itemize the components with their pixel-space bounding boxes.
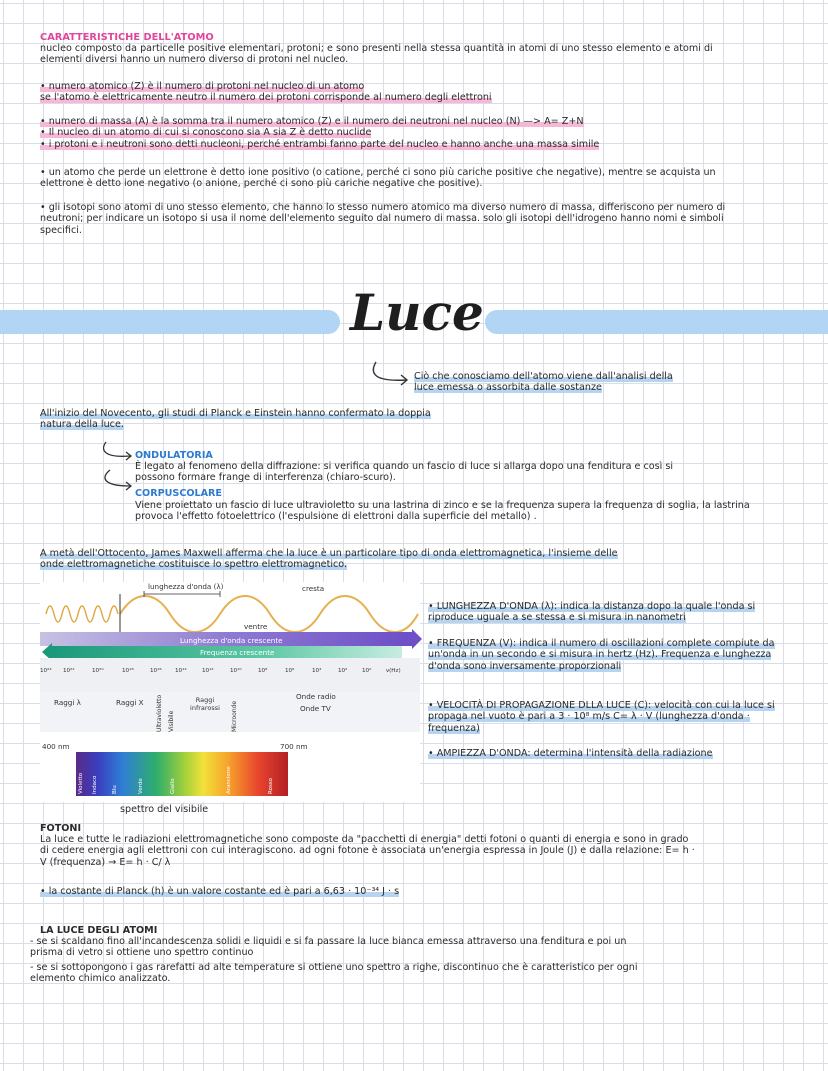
yellow-label: Giallo: [170, 778, 176, 794]
em-spectrum-diagram: [40, 582, 420, 802]
ondulatoria-title: ONDULATORIA: [135, 450, 213, 461]
indigo-label: Indaco: [92, 775, 98, 794]
title-banner-right: [485, 310, 828, 334]
tick-label: 10¹⁴: [175, 668, 187, 674]
luce-intro-text: All'inizio del Novecento, gli studi di Planck e Einstein hanno confermato la doppia natura della luce.: [40, 408, 431, 431]
maxwell-paragraph: [40, 548, 640, 571]
red-label: Rosso: [268, 777, 274, 794]
planck-text: • la costante di Planck (h) è un valore costante ed è pari a 6,63 · 10⁻³⁴ J · s: [40, 886, 400, 897]
400nm-label: 400 nm: [42, 742, 70, 751]
visible-spectrum-bar: [76, 752, 288, 796]
tick-label: 10⁶: [285, 668, 295, 674]
tick-label: 10¹⁰: [230, 668, 242, 674]
violet-label: Violetto: [78, 772, 84, 794]
mass-number-line: • numero di massa (A) è la somma tra il numero atomico (Z) e il numero dei neutroni nel nucleo (N) —> A= Z+N: [40, 116, 584, 127]
visible-spectrum-caption: spettro del visibile: [120, 804, 209, 815]
700nm-label: 700 nm: [280, 742, 308, 751]
maxwell-text: A metà dell'Ottocento, James Maxwell afferma che la luce è un particolare tipo di onda elettromagnetica, l'insieme delle onde elettromagnetiche costituisce lo spettro elettromagnetico.: [40, 548, 618, 571]
atomi-heading: LA LUCE DEGLI ATOMI: [40, 925, 158, 936]
radio-label: Onde radio: [296, 692, 336, 701]
trough-label: ventre: [244, 622, 268, 631]
uv-label: Ultravioletto: [156, 694, 163, 732]
frequency-scale: [40, 658, 420, 692]
def-frequency: [428, 638, 788, 672]
isotope-bullet: • gli isotopi sono atomi di uno stesso elemento, che hanno lo stesso numero atomico ma diverso numero di massa, differiscono per numero di neutroni; per indicare un isotopo si usa il nome dell'elemento seguito dal numero di massa. solo gli isotopi dell'idrogeno hanno nomi e simboli specifici.: [40, 202, 726, 236]
ion-bullet: • un atomo che perde un elettrone è detto ione positivo (o catione, perché ci sono più cariche positive che negative), mentre se acquista un elettrone è detto ione negativo (o anione, perché ci sono più cariche negative che positive).: [40, 167, 716, 190]
frequency-arrow-label: Frequenza crescente: [200, 648, 275, 657]
orange-label: Arancione: [226, 766, 232, 794]
tick-label: 10²⁴: [40, 668, 52, 674]
branch-arrows-icon: [96, 440, 136, 500]
tick-label: 10²²: [63, 668, 75, 674]
tick-label: ν(Hz): [386, 668, 401, 674]
wavelength-label: lunghezza d'onda (λ): [148, 582, 224, 591]
atom-paragraph: nucleo composto da particelle positive elementari, protoni; e sono presenti nella stessa quantità in atomi di uno stesso elemento e atomi di elementi diversi hanno un numero diverso di protoni nel nucleo.: [40, 43, 713, 66]
xray-label: Raggi X: [116, 698, 144, 707]
tick-label: 10¹²: [202, 668, 214, 674]
def-speed-text: • VELOCITÀ DI PROPAGAZIONE DLLA LUCE (C): velocità con cui la luce si propaga nel vuoto è pari a 3 · 10⁸ m/s C= λ · V (lunghezza d'onda · frequenza): [428, 700, 775, 734]
mass-number-bullets: [40, 116, 800, 150]
def-amplitude: [428, 748, 788, 759]
tv-label: Onde TV: [300, 704, 331, 713]
tick-label: 10⁸: [258, 668, 268, 674]
visible-label: Visibile: [168, 710, 175, 732]
tick-label: 10⁴: [312, 668, 322, 674]
atomi-line-2: - se si sottopongono i gas rarefatti ad alte temperature si ottiene uno spettro a righe, discontinuo che è caratteristico per ogni elemento chimico analizzato.: [30, 962, 638, 985]
planck-bullet: [40, 886, 640, 897]
neutral-atom-line: se l'atomo è elettricamente neutro il numero dei protoni corrisponde al numero degli elettroni: [40, 92, 492, 104]
atomi-line-1: - se si scaldano fino all'incandescenza solidi e liquidi e si fa passare la luce bianca emessa attraverso una fenditura e poi un prisma di vetro si ottiene uno spettro continuo: [30, 936, 627, 959]
fotoni-text: La luce e tutte le radiazioni elettromagnetiche sono composte da "pacchetti di energia" detti fotoni o quanti di energia e sono in grado di cedere energia agli elettroni con cui interagiscono. ad ogni fotone è associata un'energia espressa in Joule (J) e dalla relazione: E= h · V (frequenza) → E= h · C/ λ: [40, 834, 695, 868]
blue-label: Blu: [112, 785, 118, 794]
note-arrow-icon: [368, 358, 418, 388]
gamma-label: Raggi λ: [54, 698, 81, 707]
corpuscolare-title: CORPUSCOLARE: [135, 488, 222, 499]
title-banner-left: [0, 310, 340, 334]
wavelength-arrowhead-icon: [412, 629, 422, 649]
fotoni-heading: FOTONI: [40, 823, 82, 834]
luce-note: [414, 371, 684, 394]
corpuscolare-text: Viene proiettato un fascio di luce ultravioletto su una lastrina di zinco e se la frequenza supera la frequenza di soglia, la lastrina provoca l'effetto fotoelettrico (l'espulsione di elettroni dalla superficie del metallo) .: [135, 500, 750, 523]
def-amplitude-text: • AMPIEZZA D'ONDA: determina l'intensità della radiazione: [428, 748, 713, 759]
atomic-number-bullet: [40, 81, 780, 104]
def-speed: [428, 700, 788, 734]
luce-intro: [40, 408, 460, 431]
tick-label: 10¹⁶: [150, 668, 162, 674]
def-wavelength: [428, 601, 788, 624]
crest-label: cresta: [302, 584, 325, 593]
luce-note-text: Ciò che conosciamo dell'atomo viene dall'analisi della luce emessa o assorbita dalle sostanze: [414, 371, 673, 394]
atomic-number-line: • numero atomico (Z) è il numero di protoni nel nucleo di un atomo: [40, 81, 365, 92]
nuclide-line: • Il nucleo di un atomo di cui si conoscono sia A sia Z è detto nuclide: [40, 127, 372, 139]
luce-title: Luce: [350, 283, 484, 342]
nucleons-line: • i protoni e i neutroni sono detti nucleoni, perché entrambi fanno parte del nucleo e hanno anche una massa simile: [40, 138, 600, 150]
green-label: Verde: [138, 778, 144, 794]
microwave-label: Microonde: [231, 700, 238, 732]
atom-heading: CARATTERISTICHE DELL'ATOMO: [40, 32, 214, 43]
infrared-label: Raggi infrarossi: [190, 696, 220, 712]
tick-label: 10¹⁸: [122, 668, 134, 674]
def-wavelength-text: • LUNGHEZZA D'ONDA (λ): indica la distanza dopo la quale l'onda si riproduce uguale a se stessa e si misura in nanometri: [428, 601, 756, 624]
tick-label: 10⁰: [362, 668, 372, 674]
def-frequency-text: • FREQUENZA (V): indica il numero di oscillazioni complete compiute da un'onda in un secondo e si misura in hertz (Hz). Frequenza e lunghezza d'onda sono inversamente proporzionali: [428, 638, 775, 672]
ondulatoria-text: È legato al fenomeno della diffrazione: si verifica quando un fascio di luce si allarga dopo una fenditura e così si possono formare frange di interferenza (chiaro-scuro).: [135, 461, 674, 484]
wavelength-arrow-label: Lunghezza d'onda crescente: [180, 636, 283, 645]
tick-label: 10²⁰: [92, 668, 104, 674]
bands-row: [40, 692, 420, 732]
tick-label: 10²: [338, 668, 348, 674]
